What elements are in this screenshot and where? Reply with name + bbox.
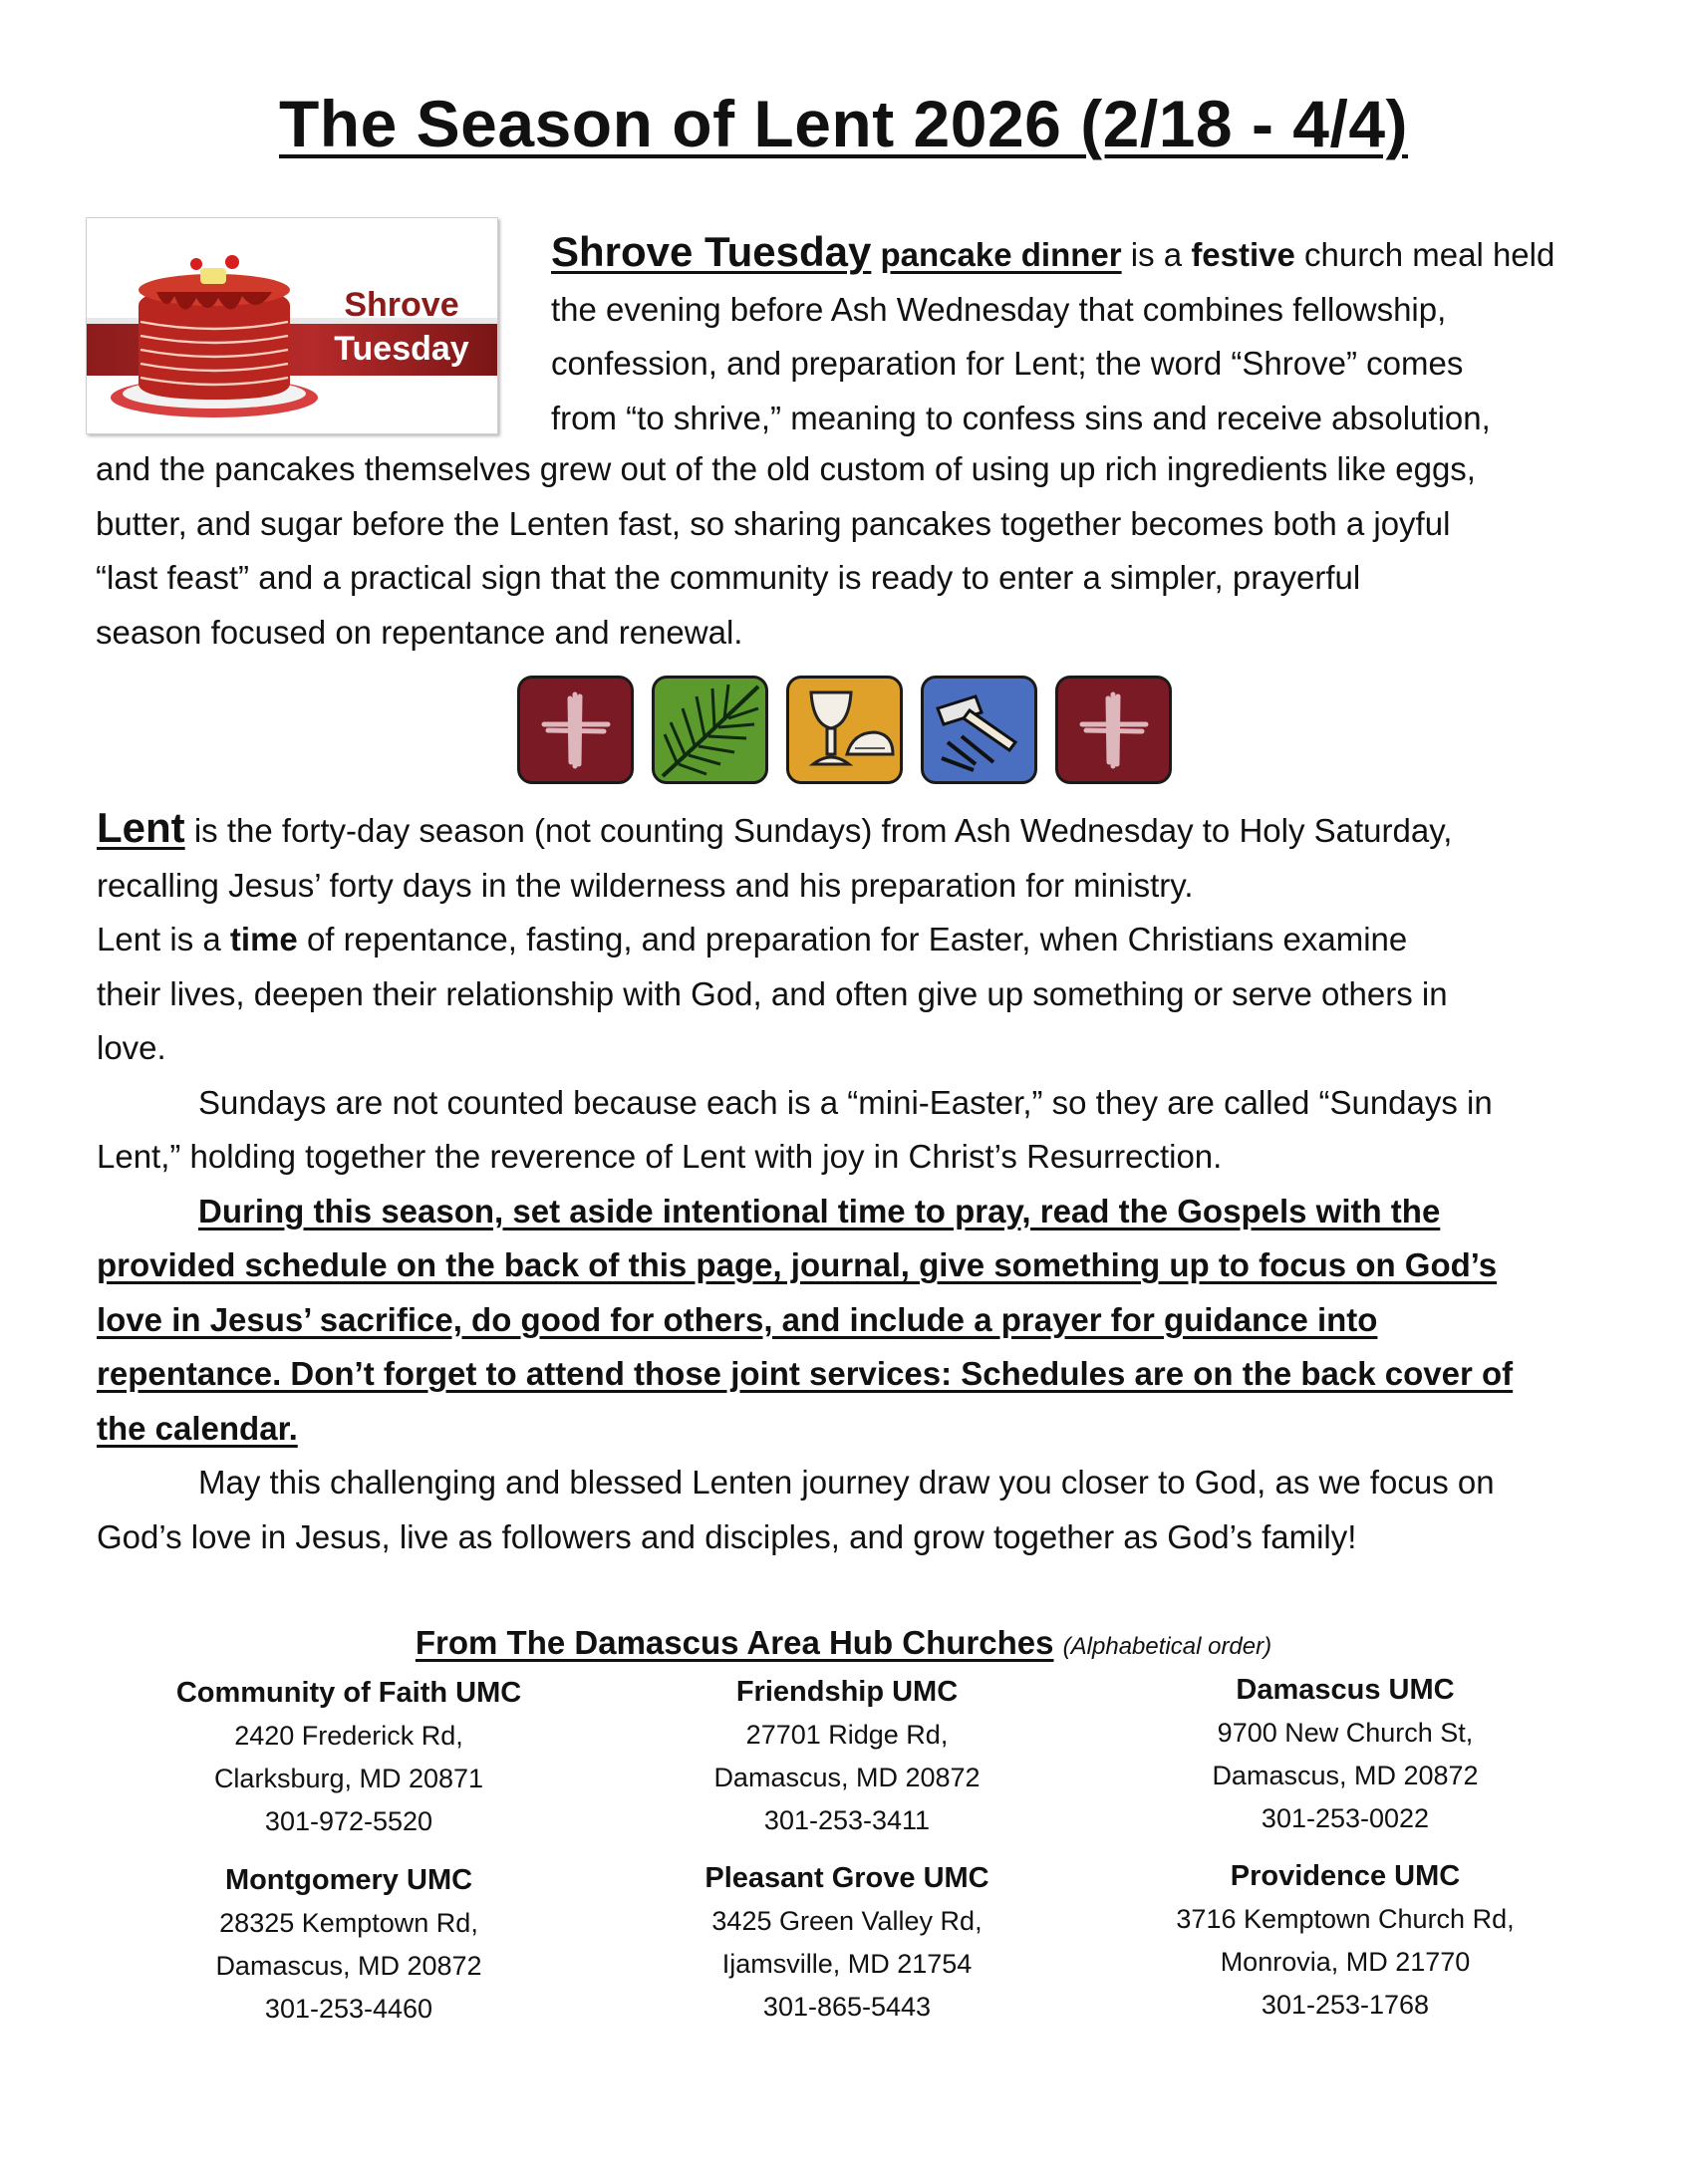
church-name: Community of Faith UMC	[175, 1677, 522, 1709]
lent-lead: Lent	[97, 804, 185, 851]
season-line-5	[97, 1402, 1631, 1457]
shrove-lead-2: pancake dinner	[880, 236, 1122, 273]
church-card	[100, 1672, 598, 1843]
lent-line-1	[97, 801, 1631, 859]
shrove-text: church meal held	[1294, 236, 1555, 273]
church-address: 9700 New Church St,	[1217, 1718, 1474, 1748]
season-text: provided schedule on the back of this page, journal, give something up to focus on God’s	[97, 1246, 1498, 1283]
palm-frond-icon	[652, 676, 768, 784]
church-address: 28325 Kemptown Rd,	[219, 1908, 478, 1938]
church-city: Ijamsville, MD 21754	[721, 1949, 973, 1979]
shrove-line-8: season focused on repentance and renewal.	[96, 613, 743, 651]
church-city: Damascus, MD 20872	[1212, 1761, 1479, 1790]
church-card	[598, 1857, 1096, 2029]
church-name: Providence UMC	[1230, 1860, 1461, 1892]
shrove-line-7: “last feast” and a practical sign that the community is ready to enter a simpler, prayerful	[96, 559, 1361, 596]
church-name: Pleasant Grove UMC	[704, 1862, 989, 1894]
church-card	[1096, 1669, 1594, 1840]
church-name: Damascus UMC	[1236, 1674, 1455, 1706]
shrove-line-1	[551, 225, 1627, 283]
lent-text: is the forty-day season (not counting Sundays) from Ash Wednesday to Holy Saturday,	[184, 812, 1453, 849]
church-phone: 301-253-3411	[763, 1805, 931, 1835]
church-address: 3716 Kemptown Church Rd,	[1176, 1904, 1515, 1934]
season-line-4	[97, 1347, 1631, 1402]
sundays-line-1: Sundays are not counted because each is a “mini-Easter,” so they are called “Sundays in	[198, 1083, 1493, 1121]
lent-line-2: recalling Jesus’ forty days in the wilderness and his preparation for ministry.	[97, 866, 1194, 904]
lent-icons-row	[517, 676, 1175, 785]
shrove-line-6: butter, and sugar before the Lenten fast, so sharing pancakes together becomes both a joyful	[96, 504, 1451, 542]
lent-line-3	[97, 913, 1631, 967]
church-city: Clarksburg, MD 20871	[213, 1764, 484, 1793]
church-name: Friendship UMC	[735, 1676, 959, 1708]
shrove-tuesday-image	[86, 217, 498, 434]
church-name: Montgomery UMC	[224, 1864, 473, 1896]
page-title: The Season of Lent 2026 (2/18 - 4/4)	[278, 87, 1409, 160]
lent-text: Lent is a	[97, 921, 230, 957]
church-city: Damascus, MD 20872	[713, 1763, 981, 1792]
season-text: During this season, set aside intentional time to pray, read the Gospels with the	[198, 1192, 1441, 1229]
church-address: 27701 Ridge Rd,	[745, 1720, 949, 1750]
shrove-image-line1: Shrove	[344, 286, 459, 324]
season-text: repentance. Don’t forget to attend those joint services: Schedules are on the back cover of	[97, 1355, 1514, 1392]
church-address: 2420 Frederick Rd,	[234, 1721, 463, 1751]
season-line-1	[97, 1185, 1631, 1239]
shrove-paragraph-wrap	[551, 225, 1627, 445]
shrove-paragraph-full	[96, 442, 1630, 660]
lent-time: time	[229, 921, 298, 957]
church-phone: 301-253-1768	[1261, 1990, 1430, 2020]
season-line-2	[97, 1238, 1631, 1293]
lent-line-4: their lives, deepen their relationship with God, and often give up something or serve others in	[97, 974, 1448, 1012]
season-text: love in Jesus’ sacrifice, do good for others, and include a prayer for guidance into	[97, 1300, 1378, 1338]
church-card	[598, 1671, 1096, 1842]
shrove-text: is a	[1121, 236, 1192, 273]
church-phone: 301-253-0022	[1261, 1803, 1430, 1833]
shrove-image-line2: Tuesday	[334, 330, 469, 368]
season-text: the calendar.	[97, 1409, 298, 1447]
church-phone: 301-865-5443	[762, 1992, 932, 2022]
church-address: 3425 Green Valley Rd,	[711, 1906, 983, 1936]
hub-note: (Alphabetical order)	[1062, 1633, 1272, 1660]
hub-title: From The Damascus Area Hub Churches	[415, 1624, 1054, 1661]
church-city: Monrovia, MD 21770	[1220, 1947, 1471, 1977]
ash-cross-icon	[1055, 676, 1172, 784]
lent-section	[97, 801, 1631, 1564]
church-card	[1096, 1855, 1594, 2027]
lent-text: of repentance, fasting, and preparation for Easter, when Christians examine	[297, 921, 1408, 957]
shrove-line-4: from “to shrive,” meaning to confess sins and receive absolution,	[551, 399, 1491, 436]
church-phone: 301-253-4460	[264, 1994, 433, 2024]
shrove-festive: festive	[1191, 236, 1295, 273]
sundays-line-2: Lent,” holding together the reverence of Lent with joy in Christ’s Resurrection.	[97, 1138, 1223, 1175]
closing-line-1: May this challenging and blessed Lenten journey draw you closer to God, as we focus on	[198, 1464, 1495, 1501]
shrove-line-5: and the pancakes themselves grew out of the old custom of using up rich ingredients like eggs,	[96, 450, 1476, 487]
pancake-stack-icon	[87, 218, 497, 433]
shrove-line-2: the evening before Ash Wednesday that combines fellowship,	[551, 290, 1447, 328]
church-city: Damascus, MD 20872	[215, 1951, 482, 1981]
shrove-line-3: confession, and preparation for Lent; the word “Shrove” comes	[551, 345, 1464, 382]
ash-cross-icon	[517, 676, 634, 784]
closing-line-2: God’s love in Jesus, live as followers and disciples, and grow together as God’s family!	[97, 1517, 1357, 1555]
lent-line-5: love.	[97, 1029, 166, 1066]
shrove-lead: Shrove Tuesday	[551, 228, 872, 275]
church-phone: 301-972-5520	[264, 1806, 433, 1836]
church-card	[100, 1859, 598, 2031]
chalice-bread-icon	[786, 676, 903, 784]
hammer-nails-icon	[921, 676, 1037, 784]
season-line-3	[97, 1293, 1631, 1348]
hub-churches-heading	[0, 1624, 1687, 1662]
